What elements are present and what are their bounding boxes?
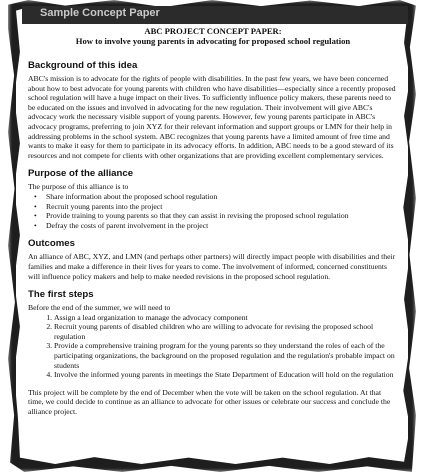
purpose-list-item: • Recruit young parents into the project xyxy=(46,202,398,212)
steps-list-item: 2. Recruit young parents of disabled children who are willing to advocate for revising the proposed school regulation xyxy=(54,322,398,341)
purpose-intro: The purpose of this alliance is to xyxy=(28,182,129,192)
outcomes-paragraph: An alliance of ABC, XYZ, and LMN (and perhaps other partners) will directly impact people with disabilities and their families and make a difference in their lives for years to come. The involvement of informed, concerned constituents will influence policy makers and help to make needed revisions in the proposed school regulation. xyxy=(28,252,396,281)
section-heading-purpose: Purpose of the alliance xyxy=(28,168,134,180)
steps-list-item: 1. Assign a lead organization to manage the advocacy component xyxy=(54,313,398,323)
steps-list-item: 3. Provide a comprehensive training program for the young parents so they understand the roles of each of the participating organizations, the background on the proposed regulation and the regulation's probable impact on students xyxy=(54,341,398,370)
background-paragraph: ABC's mission is to advocate for the rights of people with disabilities. In the past few years, we have been concerned about how to best advocate for young parents with children who have disabilities—especially since a recently proposed school regulation will have a huge impact on their lives. To sufficiently influence policy makers, these parents need to be educated on the issues and involved in advocating for the new regulation. Their involvement will give ABC's advocacy work the necessary visible support of young parents. However, few young parents participate in ABC's advocacy programs, preferring to join XYZ for their relevant information and support groups or LMN for their help in addressing problems in the school system. ABC recognizes that young parents have a limited amount of free time and wants to make it easy for them to participate in its advocacy efforts. In addition, ABC needs to be a good steward of its resources and not compete for clients with other organizations that are providing excellent complementary services. xyxy=(28,74,396,160)
steps-list-item: 4. Involve the informed young parents in meetings the State Department of Education will hold on the regulation xyxy=(54,370,398,380)
purpose-list-item: • Provide training to young parents so that they can assist in revising the proposed school regulation xyxy=(46,211,398,221)
document-subtitle: How to involve young parents in advocating for proposed school regulation xyxy=(75,36,351,46)
closing-paragraph: This project will be complete by the end of December when the vote will be taken on the school regulation. At that time, we could decide to continue as an alliance to advocate for other issues or celebrate our success and conclude the alliance project. xyxy=(28,387,391,417)
purpose-list-item: • Share information about the proposed school regulation xyxy=(46,192,398,202)
document-title: ABC PROJECT CONCEPT PAPER: xyxy=(144,26,282,36)
section-heading-outcomes: Outcomes xyxy=(28,238,75,250)
document-body xyxy=(28,26,398,425)
section-heading-first-steps: The first steps xyxy=(28,289,94,301)
section-heading-background: Background of this idea xyxy=(28,60,138,71)
header-label: Sample Concept Paper xyxy=(40,7,160,19)
steps-list xyxy=(28,313,398,380)
header-band xyxy=(22,6,408,24)
purpose-list-item: • Defray the costs of parent involvement in the project xyxy=(46,221,398,231)
purpose-list xyxy=(28,192,398,230)
steps-intro: Before the end of the summer, we will need to xyxy=(28,303,171,313)
